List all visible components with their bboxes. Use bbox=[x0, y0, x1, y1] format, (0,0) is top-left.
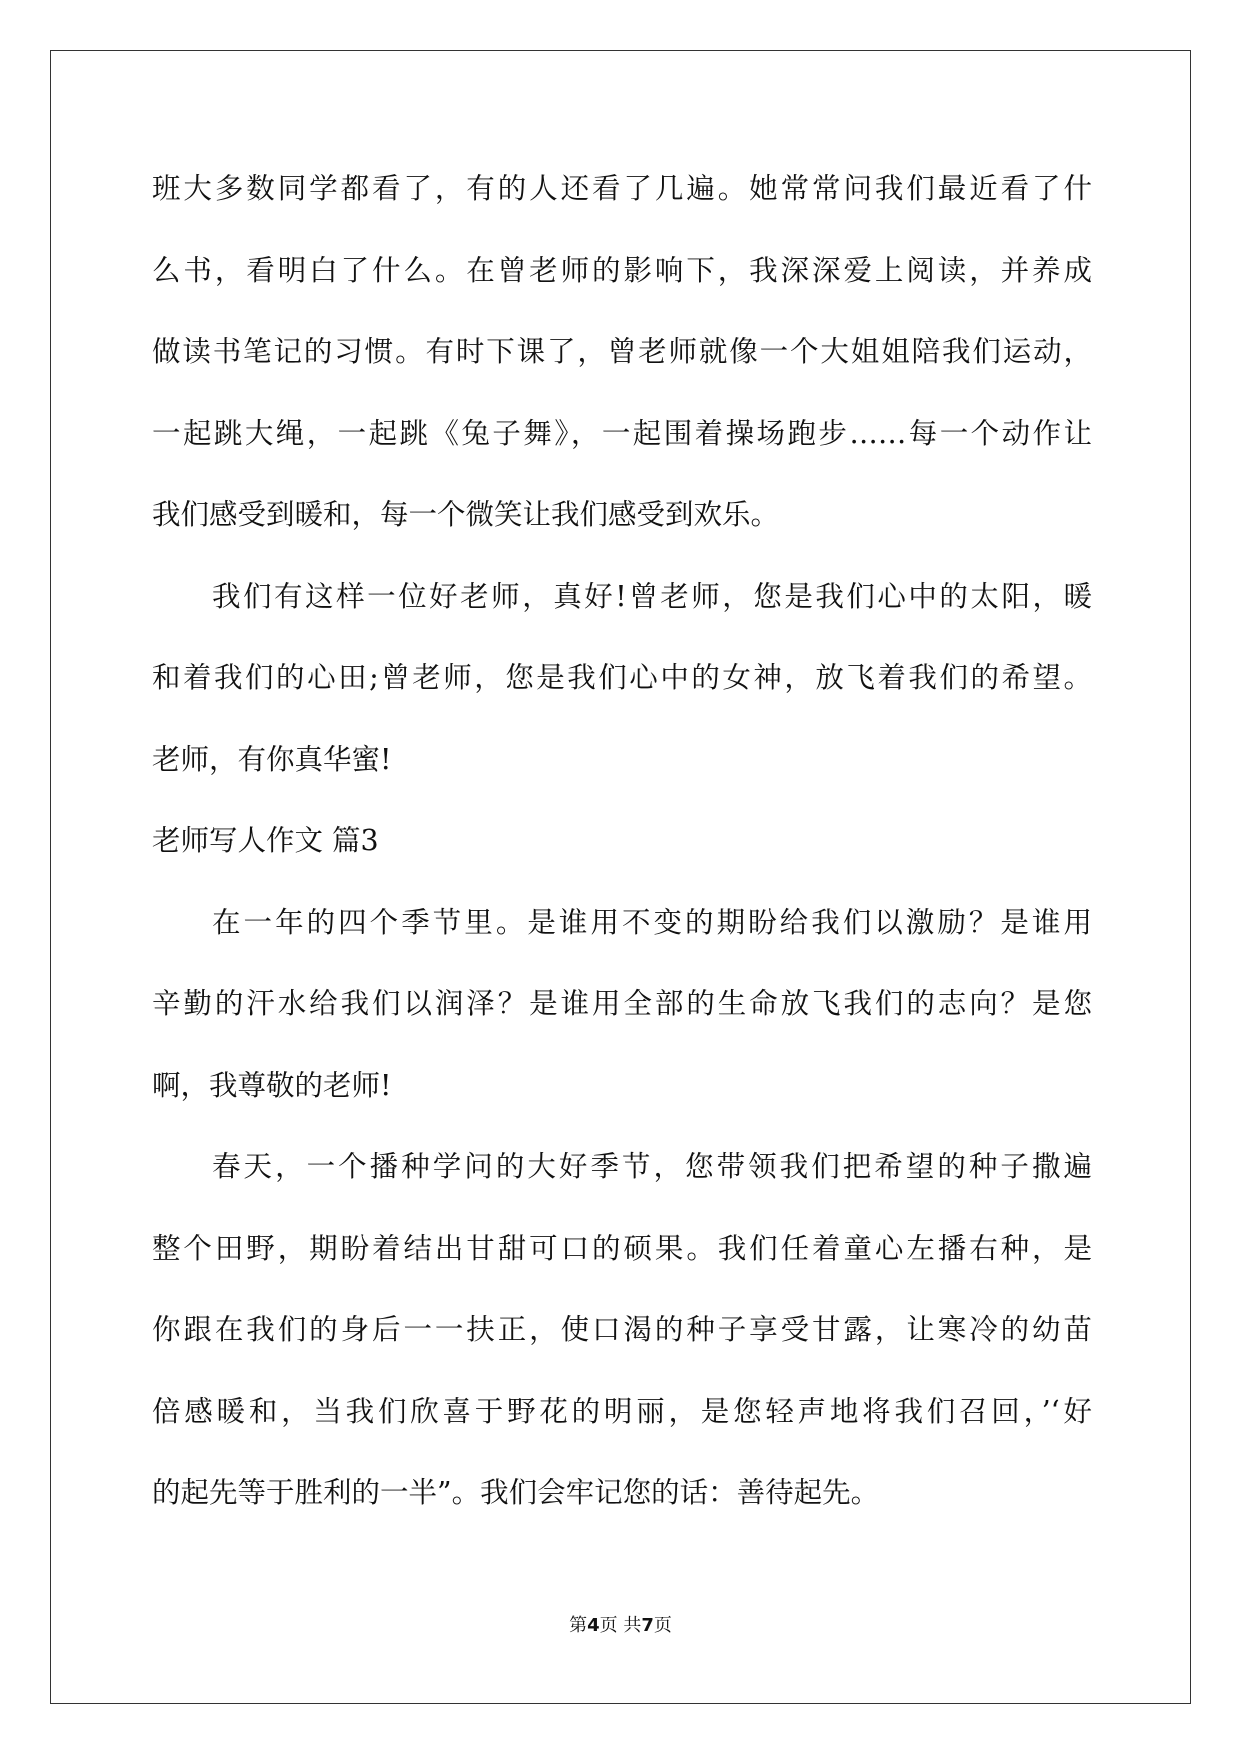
current-page-number: 4 bbox=[587, 1615, 600, 1636]
text-line: 倍感暖和，当我们欣喜于野花的明丽，是您轻声地将我们召回，’‘好 bbox=[152, 1394, 1092, 1428]
text-line: 的起先等于胜利的一半”。我们会牢记您的话：善待起先。 bbox=[152, 1476, 880, 1509]
footer-suffix: 页 bbox=[653, 1615, 672, 1636]
total-page-count: 7 bbox=[641, 1615, 654, 1636]
text-line: 一起跳大绳，一起跳《兔子舞》，一起围着操场跑步……每一个动作让 bbox=[152, 416, 1092, 450]
text-line: 我们有这样一位好老师，真好!曾老师，您是我们心中的太阳，暖 bbox=[212, 579, 1092, 613]
text-line: 老师，有你真华蜜! bbox=[152, 742, 392, 776]
section-heading: 老师写人作文 篇3 bbox=[152, 824, 379, 857]
document-body bbox=[152, 148, 1092, 1534]
text-line: 整个田野，期盼着结出甘甜可口的硕果。我们任着童心左播右种，是 bbox=[152, 1231, 1092, 1265]
text-line: 么书，看明白了什么。在曾老师的影响下，我深深爱上阅读，并养成 bbox=[152, 253, 1092, 287]
footer-mid: 页 共 bbox=[599, 1615, 642, 1636]
text-line: 做读书笔记的习惯。有时下课了，曾老师就像一个大姐姐陪我们运动， bbox=[152, 335, 1092, 368]
text-line: 啊，我尊敬的老师! bbox=[152, 1068, 392, 1102]
text-line: 班大多数同学都看了，有的人还看了几遍。她常常问我们最近看了什 bbox=[152, 172, 1092, 205]
text-line: 辛勤的汗水给我们以润泽？是谁用全部的生命放飞我们的志向？是您 bbox=[152, 987, 1092, 1020]
text-line: 春天，一个播种学问的大好季节，您带领我们把希望的种子撒遍 bbox=[212, 1150, 1092, 1183]
page-footer bbox=[0, 1611, 1241, 1637]
text-line: 和着我们的心田;曾老师，您是我们心中的女神，放飞着我们的希望。 bbox=[152, 661, 1092, 694]
text-line: 我们感受到暖和，每一个微笑让我们感受到欢乐。 bbox=[152, 498, 780, 531]
text-line: 在一年的四个季节里。是谁用不变的期盼给我们以激励？是谁用 bbox=[212, 905, 1092, 939]
text-line: 你跟在我们的身后一一扶正，使口渴的种子享受甘露，让寒冷的幼苗 bbox=[152, 1313, 1092, 1346]
footer-prefix: 第 bbox=[569, 1615, 588, 1636]
